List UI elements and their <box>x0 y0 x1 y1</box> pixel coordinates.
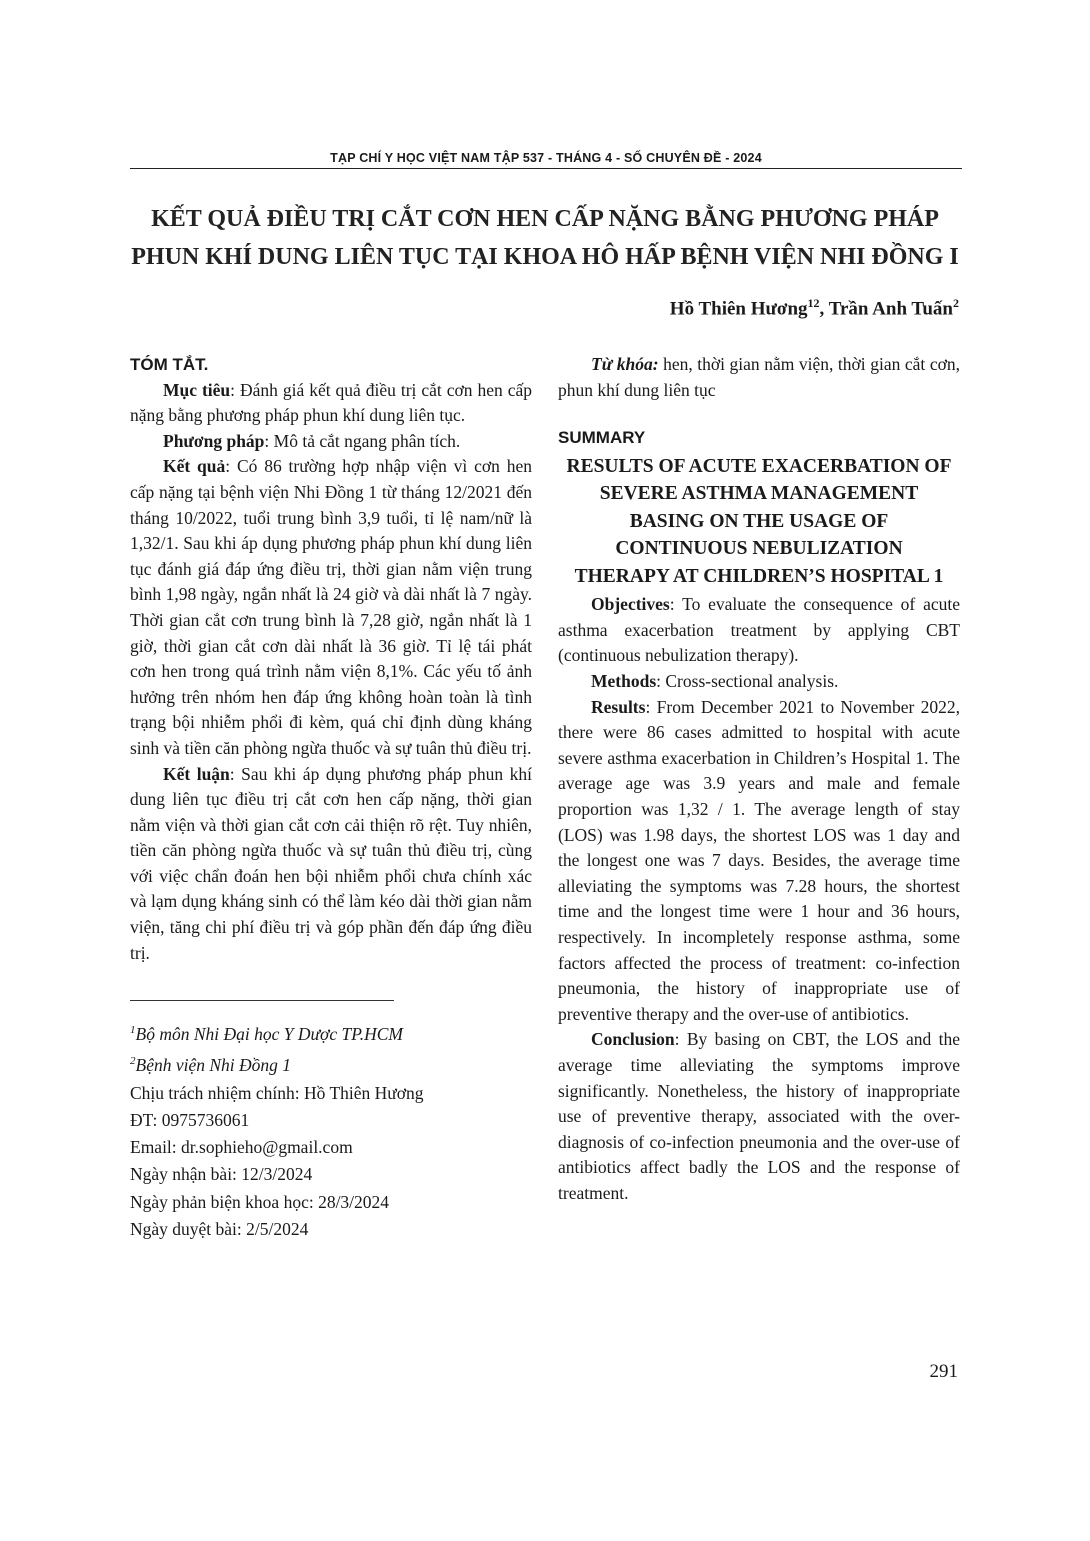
author-1-affiliation: 12 <box>807 296 820 310</box>
result-label: Kết quả <box>163 456 226 477</box>
keywords-text: hen, thời gian nằm viện, thời gian cắt cơn, phun khí dung liên tục <box>558 354 960 400</box>
review-date: Ngày phản biện khoa học: 28/3/2024 <box>130 1191 390 1212</box>
affiliation-1-marker: 1 <box>130 1024 136 1037</box>
author-2-affiliation: 2 <box>953 296 959 310</box>
english-title: RESULTS OF ACUTE EXACERBATION OF SEVERE ASTHMA MANAGEMENT BASING ON THE USAGE OF CONTINUOUS NEBULIZATION THERAPY AT CHILDREN’S HOSPITAL 1 <box>566 455 952 587</box>
affiliation-1 <box>130 1017 532 1048</box>
abstract-heading: TÓM TẮT. <box>130 355 209 374</box>
phone: ĐT: 0975736061 <box>130 1109 250 1130</box>
keywords-paragraph <box>558 352 960 403</box>
article-title <box>100 200 990 276</box>
email: Email: dr.sophieho@gmail.com <box>130 1137 353 1158</box>
affiliation-2-marker: 2 <box>130 1055 136 1068</box>
method-text: : Mô tả cắt ngang phân tích. <box>264 430 461 451</box>
result-paragraph <box>130 454 532 761</box>
objective-text: : Đánh giá kết quả điều trị cắt cơn hen cấp nặng bằng phương pháp phun khí dung liên tục. <box>130 379 532 426</box>
summary-heading: SUMMARY <box>558 428 646 448</box>
author-list <box>670 296 959 320</box>
results-text: : From December 2021 to November 2022, there were 86 cases admitted to hospital with acute severe asthma exacerbation in Children’s Hospital 1. The average age was 3.9 years and male and female proportion was 1,32 / 1. The average length of stay (LOS) was 1.98 days, the shortest LOS was 1 day and the longest one was 7 days. Besides, the average time alleviating the symptoms was 7.28 hours, the shortest time and the longest time were 1 hour and 36 hours, respectively. In incompletely response asthma, some factors affected the process of treatment: co-infection pneumonia, the history of inappropriate use of preventive therapy and the over-use of antibiotics. <box>558 696 960 1024</box>
article-title-line-2: PHUN KHÍ DUNG LIÊN TỤC TẠI KHOA HÔ HẤP BỆNH VIỆN NHI ĐỒNG I <box>131 244 959 270</box>
methods-text: : Cross-sectional analysis. <box>656 671 839 692</box>
en-conclusion-label: Conclusion <box>591 1029 675 1050</box>
author-2-name: Trần Anh Tuấn <box>828 298 953 320</box>
result-text: : Có 86 trường hợp nhập viện vì cơn hen cấp nặng tại bệnh viện Nhi Đồng 1 từ tháng 12/2021 đến tháng 10/2022, tuổi trung bình 3,9 tuổi, tỉ lệ nam/nữ là 1,32/1. Sau khi áp dụng phương pháp phun khí dung liên tục đánh giá đáp ứng điều trị, thời gian nằm viện trung bình 1,98 ngày, ngắn nhất là 24 giờ và dài nhất là 7 ngày. Thời gian cắt cơn trung bình là 7,28 giờ, ngắn nhất là 1 giờ, thời gian cắt cơn dài nhất là 36 giờ. Tỉ lệ tái phát cơn hen trong quá trình nằm viện 8,1%. Các yếu tố ảnh hưởng trên nhóm hen đáp ứng không hoàn toàn là tình trạng bội nhiễm phổi đi kèm, quá chỉ định dùng kháng sinh và tiền căn phòng ngừa thuốc và sự tuân thủ điều trị. <box>130 456 532 758</box>
article-title-line-1: KẾT QUẢ ĐIỀU TRỊ CẮT CƠN HEN CẤP NẶNG BẰNG PHƯƠNG PHÁP <box>151 206 939 232</box>
conclusion-paragraph <box>130 762 532 967</box>
affiliation-2 <box>130 1048 532 1079</box>
journal-header: TẠP CHÍ Y HỌC VIỆT NAM TẬP 537 - THÁNG 4 - SỐ CHUYÊN ĐỀ - 2024 <box>330 151 762 165</box>
objectives-paragraph <box>558 592 960 669</box>
left-column <box>130 352 532 1243</box>
header-rule <box>130 168 962 169</box>
author-separator: , <box>819 298 829 320</box>
en-conclusion-paragraph <box>558 1027 960 1206</box>
footnote-rule <box>130 1000 394 1001</box>
method-label: Phương pháp <box>163 430 265 451</box>
results-paragraph <box>558 695 960 1028</box>
methods-label: Methods <box>591 671 657 692</box>
corresponding-author: Chịu trách nhiệm chính: Hồ Thiên Hương <box>130 1082 424 1103</box>
keywords-label: Từ khóa: <box>591 354 659 374</box>
method-paragraph <box>130 429 532 455</box>
right-column <box>558 352 960 1207</box>
results-label: Results <box>591 696 646 717</box>
conclusion-label: Kết luận <box>163 763 230 784</box>
affiliation-1-text: Bộ môn Nhi Đại học Y Dược TP.HCM <box>135 1024 403 1045</box>
author-1-name: Hồ Thiên Hương <box>669 298 808 320</box>
affiliation-2-text: Bệnh viện Nhi Đồng 1 <box>135 1055 292 1076</box>
received-date: Ngày nhận bài: 12/3/2024 <box>130 1164 313 1185</box>
objective-paragraph <box>130 378 532 429</box>
conclusion-text: : Sau khi áp dụng phương pháp phun khí dung liên tục điều trị cắt cơn hen cấp nặng, thời gian nằm viện và thời gian cắt cơn cải thiện rõ rệt. Tuy nhiên, tiền căn phòng ngừa thuốc và sự tuân thủ điều trị, cùng với việc chẩn đoán hen bội nhiễm phổi chưa chính xác và lạm dụng kháng sinh có thể làm kéo dài thời gian nằm viện, tăng chi phí điều trị và góp phần đến đáp ứng điều trị. <box>130 763 532 963</box>
objective-label: Mục tiêu <box>163 379 231 400</box>
en-conclusion-text: : By basing on CBT, the LOS and the average time alleviating the symptoms improve significantly. Nonetheless, the history of inappropriate use of preventive therapy, associated with the over-diagnosis of co-infection pneumonia and the over-use of antibiotics affect badly the LOS and the response of treatment. <box>558 1029 960 1203</box>
accepted-date: Ngày duyệt bài: 2/5/2024 <box>130 1218 309 1239</box>
page-number: 291 <box>929 1361 958 1382</box>
objectives-label: Objectives <box>591 594 670 615</box>
methods-paragraph <box>558 669 960 695</box>
objectives-text: : To evaluate the consequence of acute asthma exacerbation treatment by applying CBT (continuous nebulization therapy). <box>558 594 960 666</box>
